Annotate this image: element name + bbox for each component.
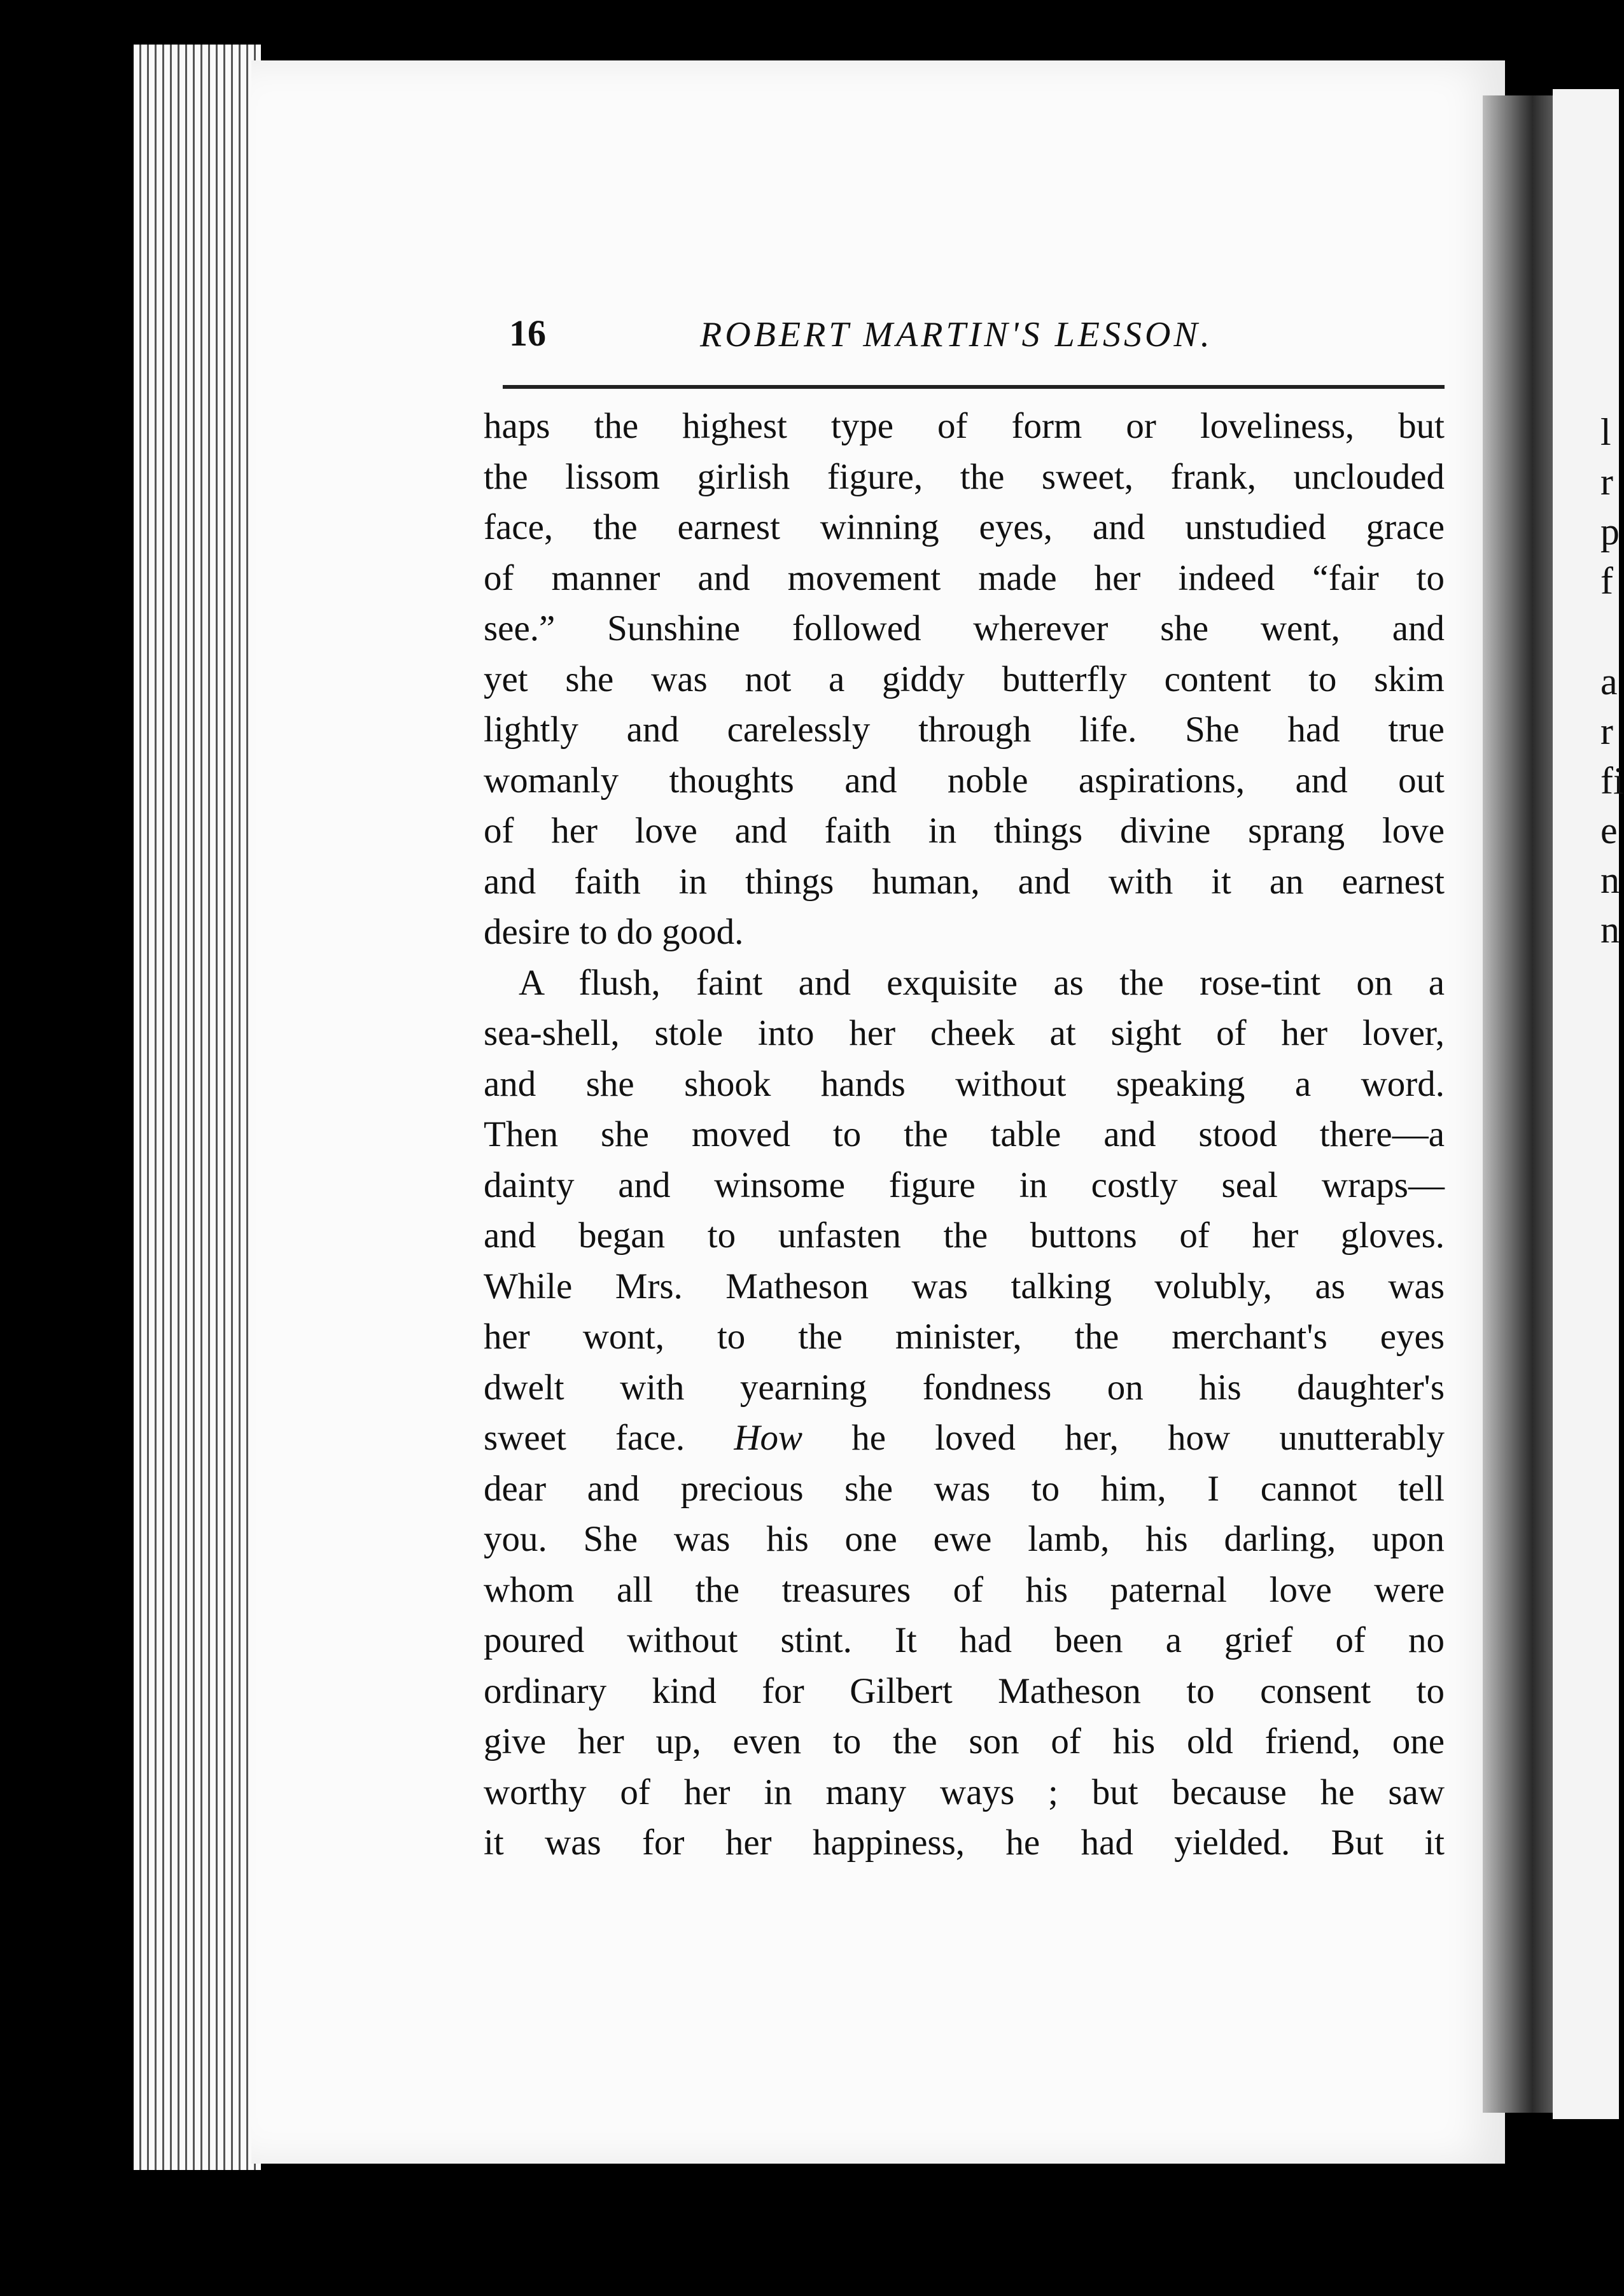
facing-letter: fi [1600,760,1624,802]
text-line: and she shook hands without speaking a word. [484,1063,1445,1104]
facing-letter: n [1600,859,1620,901]
page-edges [134,45,261,2170]
text-line: dainty and winsome figure in costly seal wraps— [484,1165,1445,1205]
facing-letter: f [1600,560,1613,602]
page-header [509,312,1448,382]
facing-page-text [1600,407,1624,955]
text-line: lightly and carelessly through life. She had true [484,710,1445,750]
text-line: womanly thoughts and noble aspirations, and out [484,760,1445,801]
text-line: it was for her happiness, he had yielded. But it [484,1823,1445,1863]
text-line: and faith in things human, and with it an earnest [484,861,1445,902]
facing-letter: l [1600,411,1611,453]
facing-letter: p [1600,510,1620,552]
facing-letter: e [1600,809,1618,851]
text-line: the lissom girlish figure, the sweet, frank, unclouded [484,456,1445,497]
text-line: ordinary kind for Gilbert Matheson to consent to [484,1670,1445,1711]
facing-letter: r [1600,461,1613,503]
text-line: Then she moved to the table and stood there—a [484,1114,1445,1154]
text-line: face, the earnest winning eyes, and unstudied grace [484,507,1445,547]
running-title: ROBERT MARTIN'S LESSON. [700,315,1213,354]
text-line: worthy of her in many ways ; but because he saw [484,1772,1445,1812]
facing-letter: n [1600,909,1620,951]
text-line: A flush, faint and exquisite as the rose-tint on a [519,962,1445,1003]
text-line-mixed [484,1413,1445,1464]
text-run: sweet face. [484,1418,685,1458]
header-rule [503,385,1445,389]
facing-page [1553,89,1624,2119]
text-line: her wont, to the minister, the merchant's eyes [484,1317,1445,1357]
text-line: haps the highest type of form or loveliness, but [484,406,1445,446]
text-line: While Mrs. Matheson was talking volubly, as was [484,1266,1445,1306]
text-line: of manner and movement made her indeed “fair to [484,557,1445,598]
text-line: you. She was his one ewe lamb, his darling, upon [484,1519,1445,1559]
text-line: yet she was not a giddy butterfly content to skim [484,659,1445,699]
text-line: desire to do good. [484,912,744,952]
text-line: of her love and faith in things divine sprang love [484,811,1445,851]
text-line: give her up, even to the son of his old friend, one [484,1721,1445,1761]
body-text [484,401,1445,1868]
text-line: and began to unfasten the buttons of her gloves. [484,1215,1445,1256]
page-number: 16 [509,312,546,354]
text-line: sea-shell, stole into her cheek at sight of her lover, [484,1013,1445,1053]
text-line: dwelt with yearning fondness on his daughter's [484,1367,1445,1408]
text-run: he loved her, how unutterably [851,1418,1445,1458]
facing-letter: r [1600,710,1613,752]
text-line: poured without stint. It had been a grief of no [484,1620,1445,1660]
text-line: whom all the treasures of his paternal love were [484,1569,1445,1610]
emphasis-text: How [734,1418,803,1458]
text-line: dear and precious she was to him, I cannot tell [484,1468,1445,1509]
text-line: see.” Sunshine followed wherever she went, and [484,608,1445,648]
facing-letter: a [1600,661,1618,703]
